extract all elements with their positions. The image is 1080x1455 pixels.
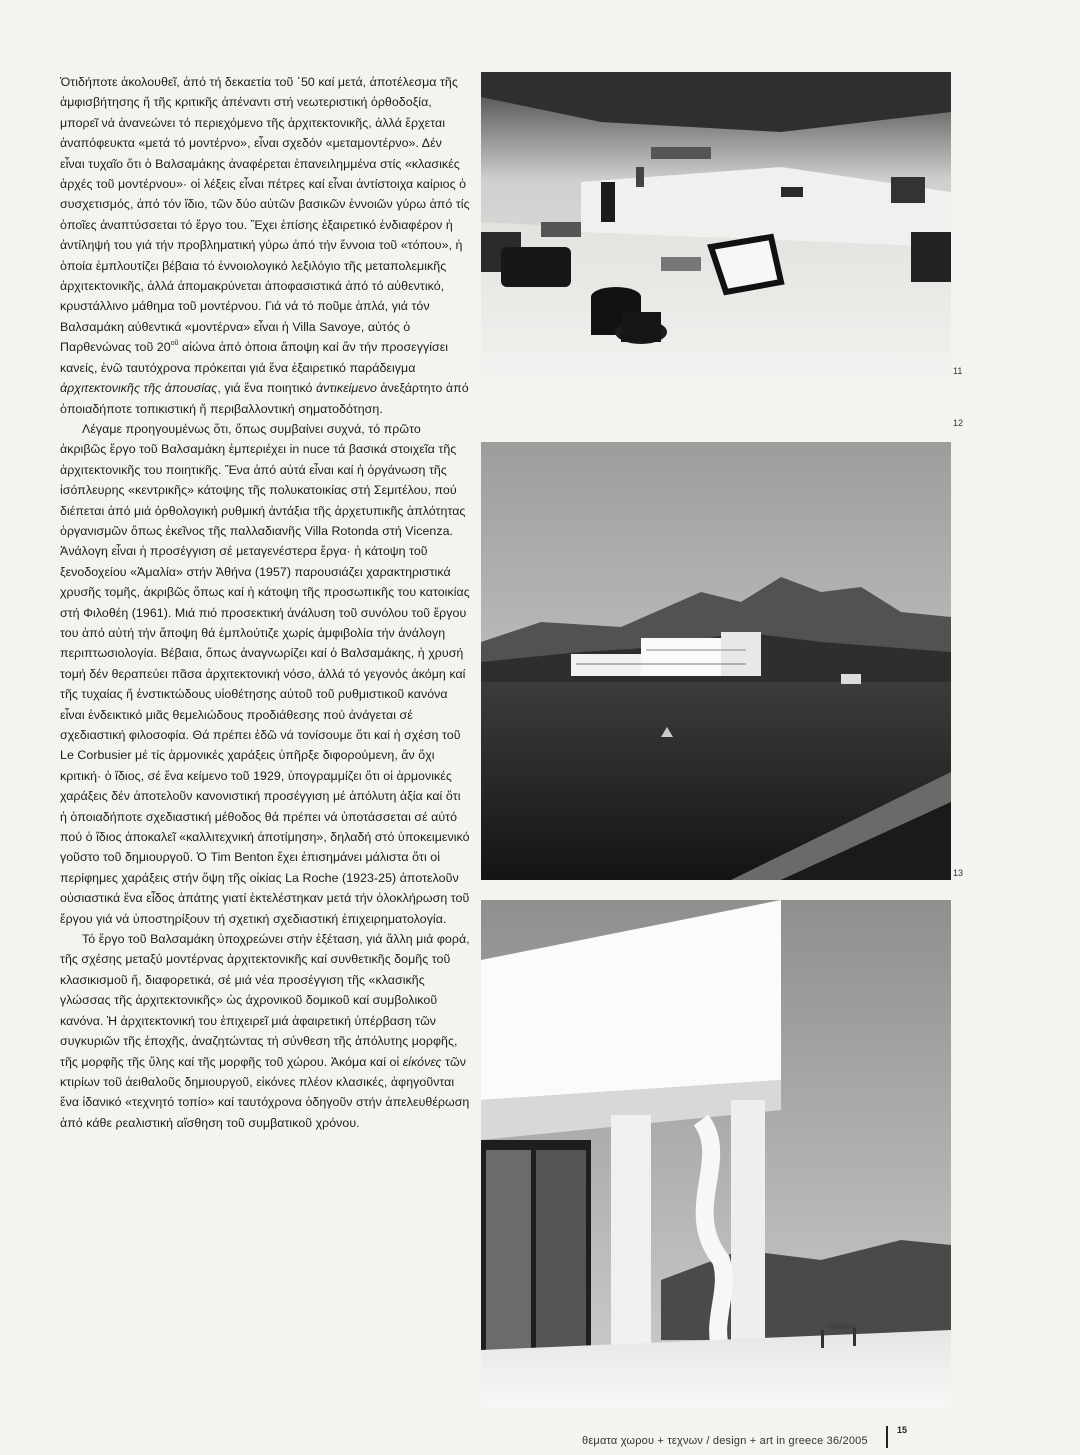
article-column [60, 72, 470, 1133]
photo-hotel-landscape-drawing [481, 442, 951, 880]
footer-divider [886, 1426, 888, 1448]
figure-number-13: 13 [953, 868, 964, 878]
page-number: 15 [897, 1425, 908, 1435]
photo-villa-terrace [481, 900, 951, 1408]
footer-publication: θεματα χωρου + τεχνων / design + art in greece 36/2005 [582, 1435, 868, 1447]
photo-hotel-landscape [481, 442, 951, 880]
photo-interior-drawing [481, 72, 951, 382]
article-paragraph-3: Τό ἔργο τοῦ Βαλσαμάκη ὑποχρεώνει στήν ἐξέταση, γιά ἄλλη μιά φορά, τῆς σχέσης μεταξύ μοντέρνας ἀρχιτεκτονικῆς καί συνθετικῆς δομῆς τοῦ κλασικισμοῦ ἤ, διαφορετικά, σέ μιά νέα προσέγγιση τῆς «κλασικῆς γλώσσας τῆς ἀρχιτεκτονικῆς» ὡς ἀχρονικοῦ δομικοῦ καί συμβολικοῦ κανόνα. Ἡ ἀρχιτεκτονική του ἐπιχειρεῖ μιά ἀφαιρετική ὑπέρβαση τῶν συγκυριῶν τῆς ἐποχῆς, ἀναζητώντας τή σύνθεση τῆς ἀπόλυτης μορφῆς, τῆς μορφῆς τῆς ὕλης καί τῆς μορφῆς τοῦ χώρου. Ἀκόμα καί οἱ εἰκόνες τῶν κτιρίων τοῦ ἀειθαλοῦς δημιουργοῦ, εἰκόνες πλέον κλασικές, ἀφηγοῦνται ἕνα ἰδανικό «τεχνητό τοπίο» καί ταυτόχρονα ὁδηγοῦν στήν ἀπελευθέρωση ἀπό κάθε ρεαλιστική αἴσθηση τοῦ συμβατικοῦ χρόνου. [60, 932, 470, 1130]
figure-number-11: 11 [953, 366, 963, 376]
figure-number-12: 12 [953, 418, 964, 428]
photo-interior [481, 72, 951, 382]
article-paragraph-1: Ὁτιδήποτε ἀκολουθεῖ, ἀπό τή δεκαετία τοῦ ΄50 καί μετά, ἀποτέλεσμα τῆς ἀμφισβήτησης ἤ τῆς κριτικῆς ἀπέναντι στή νεωτεριστική ὀρθοδοξία, μπορεῖ νά ἀνανεώνει τό περιεχόμενο τῆς ἀρχιτεκτονικῆς, ἀλλά ἔρχεται ἀναπόφευκτα «μετά τό μοντέρνο», εἶναι σχεδόν «μεταμοντέρνο». Δέν εἶναι τυχαῖο ὅτι ὁ Βαλσαμάκης ἀναφέρεται ἐπανειλημμένα στίς «κλασικές ἀρχές τοῦ μοντέρνου»· οἱ λέξεις εἶναι πέτρες καί εἶναι ἀντίστοιχα καίριος ὁ συσχετισμός, ἀπό τόν ἴδιο, τῶν δύο αὐτῶν βασικῶν ἐννοιῶν γύρω ἀπό τίς ὁποῖες ἀναπτύσσεται τό ἔργο του. Ἔχει ἐπίσης ἐξαιρετικό ἐνδιαφέρον ἡ ἀντίληψή του γιά τήν προβληματική γύρω ἀπό τήν ἔννοια τοῦ «τόπου», ἡ ὁποία ἐμπλουτίζει βέβαια τό ἐννοιολογικό λεξιλόγιο τῆς μεταπολεμικῆς ἀρχιτεκτονικῆς, ἀλλά ἀπομακρύνεται ἀποφασιστικά ἀπό τό αὐθεντικό, κρυστάλλινο μάθημα τοῦ μοντέρνου. Γιά νά τό ποῦμε ἁπλά, γιά τόν Βαλσαμάκη αὐθεντικά «μοντέρνα» εἶναι ἡ Villa Savoye, αὐτός ὁ Παρθενώνας τοῦ $20^{oῦ}$ αἰώνα ἀπό ὁποια ἄποψη καί ἄν τήν προσεγγίσει κανείς, ἐνῶ ταυτόχρονα πρόκειται γιά ἕνα ἐξαιρετικό παράδειγμα ἀρχιτεκτονικῆς τῆς ἀπουσίας, γιά ἕνα ποιητικό ἀντικείμενο ἀνεξάρτητο ἀπό ὁποιαδήποτε τοπικιστική ἤ περιβαλλοντική σηματοδότηση. [60, 75, 470, 416]
photo-villa-terrace-drawing [481, 900, 951, 1408]
article-paragraph-2: Λέγαμε προηγουμένως ὅτι, ὅπως συμβαίνει συχνά, τό πρῶτο ἀκριβῶς ἔργο τοῦ Βαλσαμάκη ἐμπεριέχει in nuce τά βασικά στοιχεῖα τῆς ἀρχιτεκτονικῆς του ποιητικῆς. Ἕνα ἀπό αὐτά εἶναι καί ἡ ὀργάνωση τῆς ἰσόπλευρης «κεντρικῆς» κάτοψης τῆς πολυκατοικίας στή Σεμιτέλου, πού διέπεται ἀπό μιά ὀρθολογική ρυθμική ἀντάξια τῆς ἀρχετυπικῆς ἁπλότητας ὀργανισμῶν ὅπως ἐκεῖνος τῆς παλλαδιανῆς Villa Rotonda στή Vicenza. Ἀνάλογη εἶναι ἡ προσέγγιση σέ μεταγενέστερα ἔργα· ἡ κάτοψη τοῦ ξενοδοχείου «Ἀμαλία» στήν Ἀθήνα (1957) παρουσιάζει χαρακτηριστικά χρυσῆς τομῆς, ἀκριβῶς ὅπως καί ἡ κάτοψη τῆς προσωπικῆς του κατοικίας στή Φιλοθέη (1961). Μιά πιό προσεκτική ἀνάλυση τοῦ συνόλου τοῦ ἔργου του ἀπό αὐτή τήν ἄποψη θά ἐμπλούτιζε χωρίς ἀμφιβολία τήν ἀνάλογη περιπτωσιολογία. Βέβαια, ὅπως ἀναγνωρίζει καί ὁ Βαλσαμάκης, ἡ χρυσή τομή δέν θεραπεύει πᾶσα ἀρχιτεκτονική νόσο, ἀλλά τό γεγονός ἀκόμη καί τῆς τυχαίας ἤ ἐνστικτώδους υἱοθέτησης αὐτοῦ τοῦ ρυθμιστικοῦ κανόνα εἶναι ἐνδεικτικό μιᾶς θεμελιώδους προδιάθεσης πού ἀνάγεται σέ σχεδιαστική φιλοσοφία. Θά πρέπει ἐδῶ νά τονίσουμε ὅτι καί ἡ σχέση τοῦ Le Corbusier μέ τίς ἁρμονικές χαράξεις ὑπῆρξε διφορούμενη, ἄν ὄχι κριτική· ὁ ἴδιος, σέ ἕνα κείμενο τοῦ 1929, ὑπογραμμίζει ὅτι οἱ ἁρμονικές χαράξεις δέν ἀποτελοῦν κανονιστική προσέγγιση μέ ἀπόλυτη ἀξία καί ὅτι ἡ ὁποιαδήποτε σχεδιαστική μέθοδος θά πρέπει νά ὑποτάσσεται σέ αὐτό πού ὁ ἴδιος ἀποκαλεῖ «καλλιτεχνική ἀποτίμηση», δηλαδή στό ὑποκειμενικό γοῦστο τοῦ δημιουργοῦ. Ὁ Tim Benton ἔχει ἐπισημάνει μάλιστα ὅτι οἱ περίφημες χαράξεις στήν ὄψη τῆς οἰκίας La Roche (1923-25) ἀποτελοῦν οὐσιαστικά ἕνα εἶδος ἀπάτης γιατί ἐκτελέστηκαν μετά τήν ὁλοκλήρωση τοῦ ἔργου γιά νά ὑποστηρίξουν τή σχετική σχεδιαστική ἐπιχειρηματολογία. [60, 421, 470, 926]
